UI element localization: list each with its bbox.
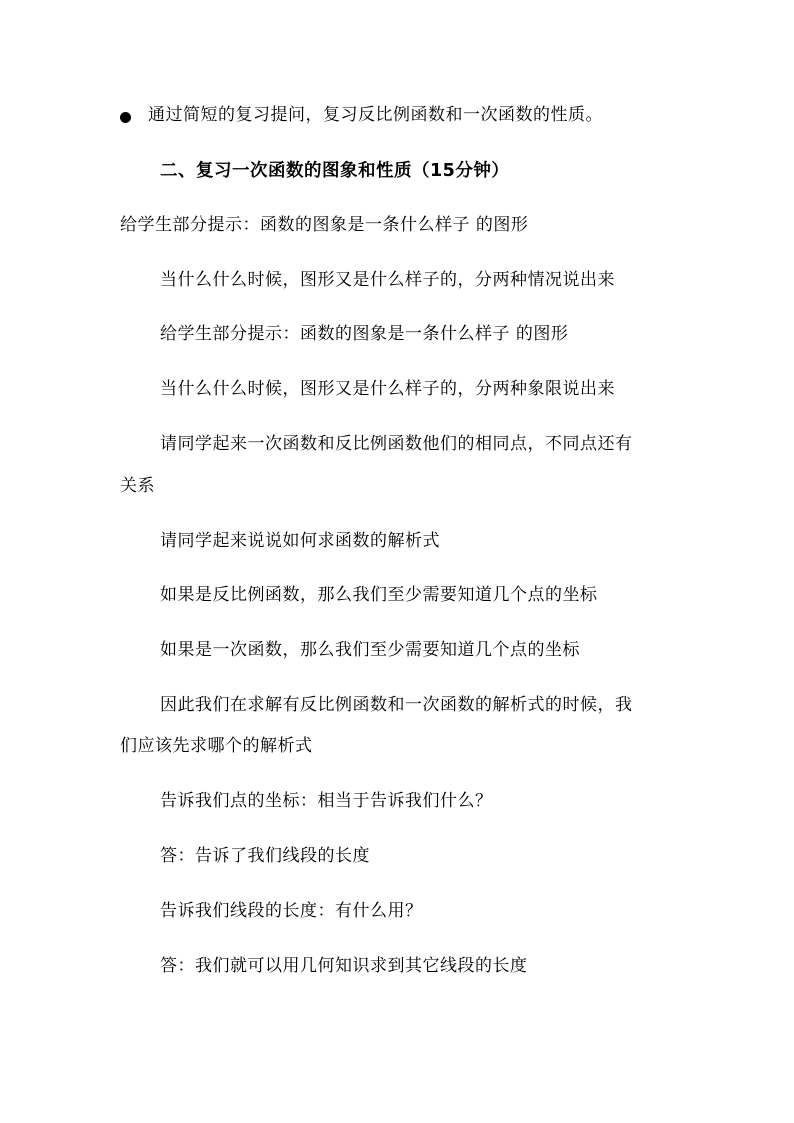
paragraph-line: 们应该先求哪个的解析式: [120, 736, 313, 756]
paragraph-line: 因此我们在求解有反比例函数和一次函数的解析式的时候，我: [160, 695, 633, 715]
paragraph-line: 请同学起来说说如何求函数的解析式: [160, 531, 440, 551]
section-heading: 二、复习一次函数的图象和性质（15分钟）: [160, 161, 510, 181]
paragraph-line: 答：告诉了我们线段的长度: [160, 846, 370, 866]
paragraph-line: 告诉我们点的坐标：相当于告诉我们什么？: [160, 791, 493, 811]
paragraph-line: 请同学起来一次函数和反比例函数他们的相同点，不同点还有: [160, 434, 633, 454]
paragraph-line: 答：我们就可以用几何知识求到其它线段的长度: [160, 956, 528, 976]
paragraph-line: 如果是反比例函数，那么我们至少需要知道几个点的坐标: [160, 585, 598, 605]
paragraph-line: 告诉我们线段的长度：有什么用？: [160, 901, 423, 921]
paragraph-line: 给学生部分提示：函数的图象是一条什么样子 的图形: [160, 324, 569, 344]
bullet-item-text: 通过简短的复习提问，复习反比例函数和一次函数的性质。: [148, 105, 603, 125]
paragraph-line: 关系: [120, 476, 155, 496]
bullet-icon: [120, 112, 131, 123]
paragraph-line: 当什么什么时候，图形又是什么样子的，分两种情况说出来: [160, 270, 615, 290]
paragraph-line: 当什么什么时候，图形又是什么样子的，分两种象限说出来: [160, 379, 615, 399]
paragraph-line: 给学生部分提示：函数的图象是一条什么样子 的图形: [120, 215, 529, 235]
paragraph-line: 如果是一次函数，那么我们至少需要知道几个点的坐标: [160, 640, 580, 660]
